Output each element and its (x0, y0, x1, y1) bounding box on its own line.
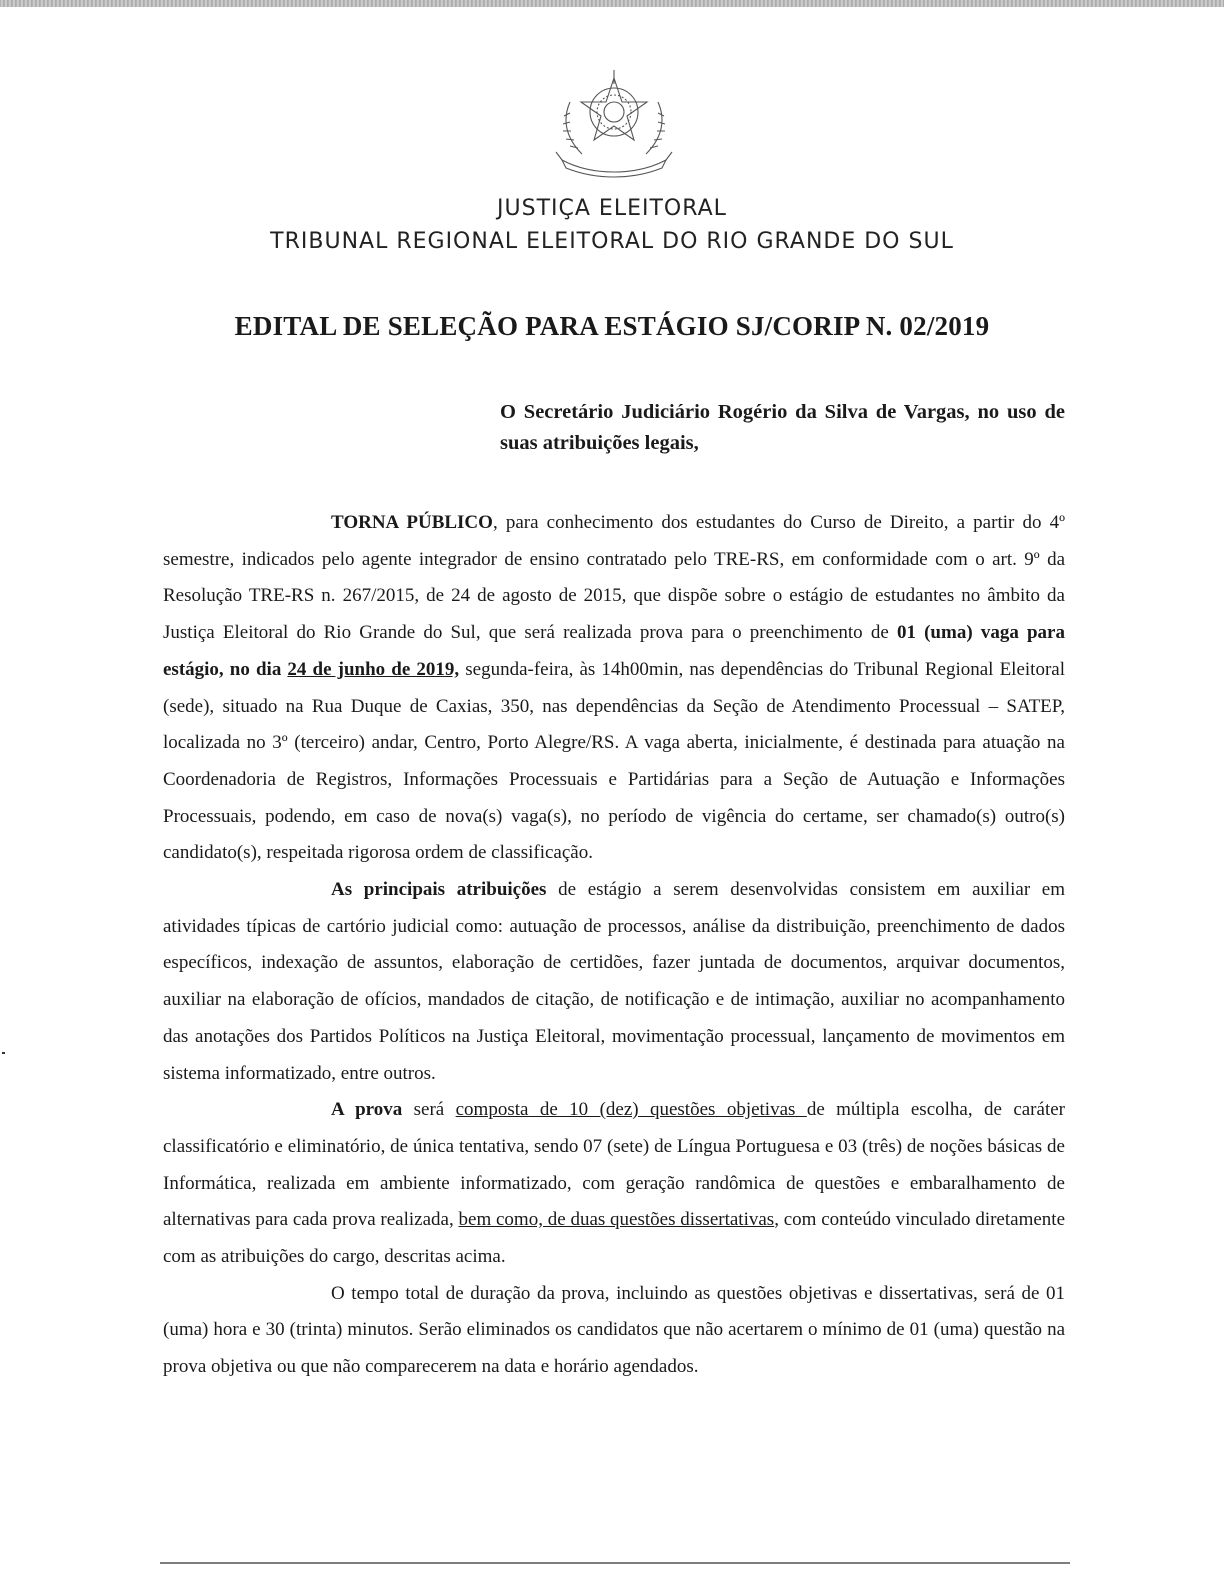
footer-rule (160, 1562, 1070, 1564)
paragraph-text: , para conhecimento dos estudantes do Curso de Direito, a partir do 4º semestre, indicados pelo agente integrador de ensino contratado pelo TRE-RS, em conformidade com o art. 9º da Resolução TRE-RS n. 267/2015, de 24 de agosto de 2015, que dispõe sobre o estágio de estudantes no âmbito da Justiça Eleitoral do Rio Grande do Sul, que será realizada prova para o preenchimento de (163, 512, 1065, 644)
scan-mark (2, 1052, 5, 1054)
exam-date: 24 de junho de 2019, (287, 658, 460, 680)
court-name: TRIBUNAL REGIONAL ELEITORAL DO RIO GRANDE DO SUL (270, 229, 954, 254)
paragraph-text: , com conteúdo vinculado diretamente com as atribuições do cargo, descritas acima. (163, 1209, 1065, 1268)
paragraph-text: O tempo total de duração da prova, incluindo as questões objetivas e dissertativas, será de 01 (uma) hora e 30 (trinta) minutos. Serão eliminados os candidatos que não acertarem o mínimo de 01 (uma) questão na prova objetiva ou que não comparecerem na data e horário agendados. (163, 1282, 1065, 1378)
duties-lead: As principais atribuições (331, 879, 547, 901)
paragraph-text: de estágio a serem desenvolvidas consistem em auxiliar em atividades típicas de cartório judicial como: autuação de processos, análise da distribuição, preenchimento de dados específicos, indexação de assuntos, elaboração de certidões, fazer juntada de documentos, arquivar documentos, auxiliar na elaboração de ofícios, mandados de citação, de notificação e de intimação, auxiliar no acompanhamento das anotações dos Partidos Políticos na Justiça Eleitoral, movimentação processual, lançamento de movimentos em sistema informatizado, entre outros. (163, 879, 1066, 1084)
paragraph-text: de múltipla escolha, de caráter classificatório e eliminatório, de única tentativa, sendo 07 (sete) de Língua Portuguesa e 03 (três) de noções básicas de Informática, realizada em ambiente informatizado, com geração randômica de questões e embaralhamento de alternativas para cada prova realizada, (163, 1099, 1065, 1231)
institution-name: JUSTIÇA ELEITORAL (497, 196, 727, 221)
paragraph-text: segunda-feira, às 14h00min, nas dependências do Tribunal Regional Eleitoral (sede), situado na Rua Duque de Caxias, 350, nas dependências da Seção de Atendimento Processual – SATEP, localizada no 3º (terceiro) andar, Centro, Porto Alegre/RS. A vaga aberta, inicialmente, é destinada para atuação na Coordenadoria de Registros, Informações Processuais e Partidárias para a Seção de Autuação e Informações Processuais, podendo, em caso de nova(s) vaga(s), no período de vigência do certame, ser chamado(s) outro(s) candidato(s), respeitada rigorosa ordem de classificação. (163, 658, 1065, 864)
intro-statement: O Secretário Judiciário Rogério da Silva de Vargas, no uso de suas atribuições legais, (500, 401, 1065, 454)
brazil-coat-of-arms-icon (552, 68, 676, 180)
paragraph-announcement (163, 505, 1065, 872)
exam-lead: A prova (331, 1099, 403, 1121)
essay-questions-text: bem como, de duas questões dissertativas (458, 1209, 775, 1231)
announcement-lead: TORNA PÚBLICO (331, 512, 493, 533)
paragraph-duties (163, 872, 1065, 1092)
paragraph-text: será (402, 1099, 456, 1121)
vacancy-text: 01 (uma) vaga para estágio, no dia (163, 622, 1065, 680)
paragraph-exam (163, 1092, 1065, 1276)
objective-questions-text: composta de 10 (dez) questões objetivas (455, 1099, 807, 1121)
document-title: EDITAL DE SELEÇÃO PARA ESTÁGIO SJ/CORIP N. 02/2019 (234, 311, 990, 341)
paragraph-duration (163, 1276, 1065, 1386)
scan-edge-top (0, 0, 1224, 7)
document-body (163, 505, 1065, 1386)
